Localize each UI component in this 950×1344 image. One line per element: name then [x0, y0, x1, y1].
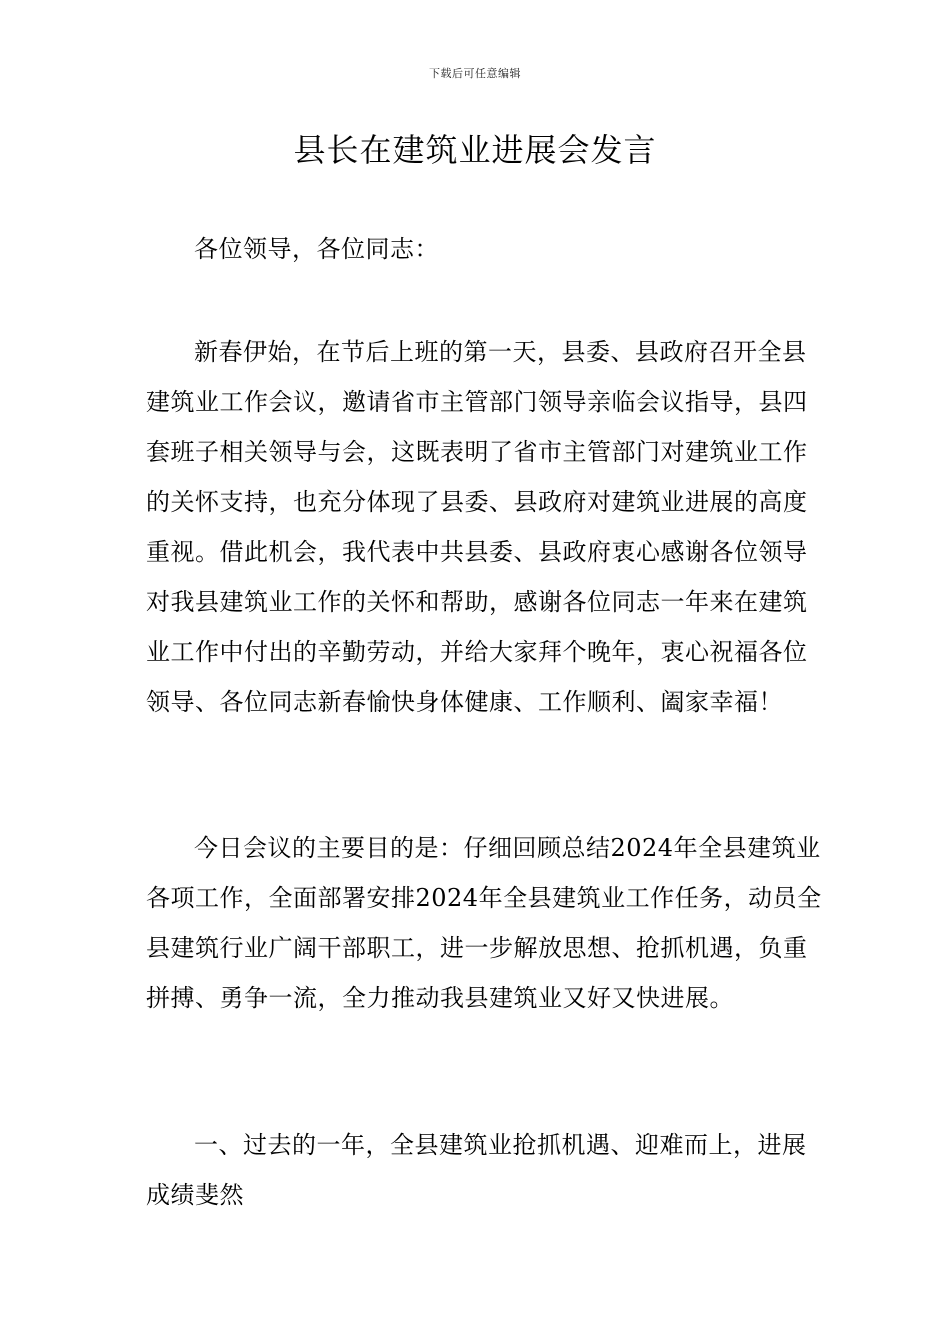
header-note: 下载后可任意编辑 [429, 67, 521, 80]
section-heading-1: 一、过去的一年，全县建筑业抢抓机遇、迎难而上，进展成绩斐然 [146, 1131, 807, 1209]
paragraph-purpose: 今日会议的主要目的是：仔细回顾总结2024年全县建筑业各项工作，全面部署安排2024年全县建筑业工作任务，动员全县建筑行业广阔干部职工，进一步解放思想、抢抓机遇，负重拼搏、勇争一流，全力推动我县建筑业又好又快进展。 [146, 834, 822, 1012]
paragraph-opening: 新春伊始，在节后上班的第一天，县委、县政府召开全县建筑业工作会议，邀请省市主管部门领导亲临会议指导，县四套班子相关领导与会，这既表明了省市主管部门对建筑业工作的关怀支持，也充分体现了县委、县政府对建筑业进展的高度重视。借此机会，我代表中共县委、县政府衷心感谢各位领导对我县建筑业工作的关怀和帮助，感谢各位同志一年来在建筑业工作中付出的辛勤劳动，并给大家拜个晚年，衷心祝福各位领导、各位同志新春愉快身体健康、工作顺利、阖家幸福！ [146, 338, 808, 716]
salutation: 各位领导，各位同志： [194, 235, 439, 263]
document-title: 县长在建筑业进展会发言 [293, 131, 657, 169]
